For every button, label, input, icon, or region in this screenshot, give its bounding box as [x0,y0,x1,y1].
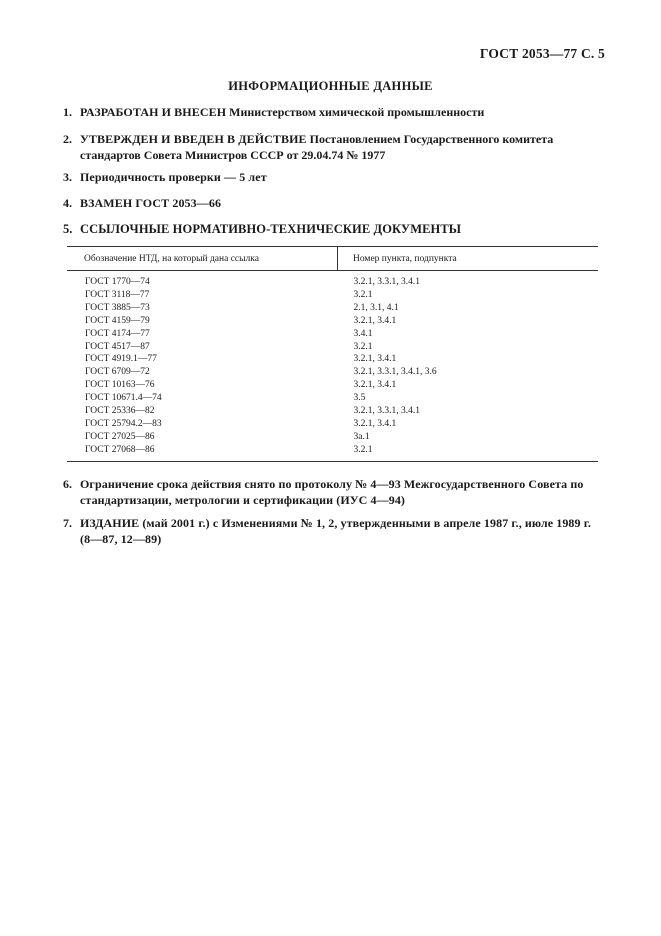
column-header-clause: Номер пункта, подпункта [338,247,599,271]
document-cell: ГОСТ 3118—77 [85,289,150,300]
document-cell: ГОСТ 27068—86 [67,444,338,461]
item-lead: РАЗРАБОТАН И ВНЕСЕН [80,105,227,119]
clause-cell: 3.2.1 [338,444,599,461]
clause-cell: 3.2.1 [353,289,373,300]
item-lead: ССЫЛОЧНЫЕ НОРМАТИВНО-ТЕХНИЧЕСКИЕ ДОКУМЕНТЫ [80,222,462,236]
referenced-documents-table [67,246,598,462]
info-item-4 [63,195,601,211]
item-lead: Периодичность проверки — 5 лет [80,170,267,184]
clause-cell: 3.4.1 [353,328,373,339]
document-cell: ГОСТ 4517—87 [85,341,150,352]
table-row [67,353,598,366]
table-row [67,444,598,461]
table-row [67,431,598,444]
clause-cell: 3.2.1, 3.4.1 [353,315,397,326]
page-header-reference: ГОСТ 2053—77 С. 5 [479,46,605,61]
document-cell: ГОСТ 4174—77 [85,328,150,339]
item-number: 3. [63,170,72,184]
clause-cell: 3.2.1, 3.3.1, 3.4.1 [353,406,420,417]
clause-cell: 3.5 [353,393,366,404]
column-header-document: Обозначение НТД, на который дана ссылка [67,247,338,271]
document-cell: ГОСТ 10671.4—74 [85,393,162,404]
table-row [67,302,598,315]
item-number: 7. [63,516,72,530]
table-row [67,328,598,341]
document-cell: ГОСТ 1770—74 [85,277,150,287]
table-row [67,392,598,405]
section-title: ИНФОРМАЦИОННЫЕ ДАННЫЕ [228,79,433,93]
document-cell: ГОСТ 3885—73 [85,302,150,313]
table-header-row [67,247,598,271]
clause-cell: 3а.1 [353,431,370,442]
document-cell: ГОСТ 4919.1—77 [85,354,157,365]
item-text: Постановлением Государственного комитета стандартов Совета Министров СССР от 29.04.74 № 1977 [80,132,554,162]
item-number: 4. [63,196,72,210]
table-row [67,379,598,392]
table-row [67,341,598,354]
item-lead: ВЗАМЕН ГОСТ 2053—66 [80,196,222,210]
info-item-3 [63,169,601,185]
table-row [67,366,598,379]
info-item-1 [63,104,601,120]
table-row [67,271,598,289]
item-number: 5. [63,222,73,236]
clause-cell: 3.2.1, 3.4.1 [353,380,397,391]
item-text: Министерством химической промышленности [226,105,485,119]
item-number: 1. [63,105,72,119]
info-item-7 [63,515,601,547]
clause-cell: 3.2.1 [353,341,373,352]
document-cell: ГОСТ 27025—86 [85,431,155,442]
table-row [67,289,598,302]
item-lead: УТВЕРЖДЕН И ВВЕДЕН В ДЕЙСТВИЕ [80,132,307,146]
table-row [67,418,598,431]
document-cell: ГОСТ 25794.2—83 [85,418,162,429]
item-number: 2. [63,132,72,146]
item-number: 6. [63,477,72,491]
item-lead: ИЗДАНИЕ (май 2001 г.) с Изменениями № 1, 2, утвержденными в апреле 1987 г., июле 1989 г. (8—87, 12—89) [80,516,592,546]
document-cell: ГОСТ 4159—79 [85,315,150,326]
clause-cell: 3.2.1, 3.3.1, 3.4.1, 3.6 [353,367,437,378]
item-lead: Ограничение срока действия снято по протоколу № 4—93 Межгосударственного Совета по стандартизации, метрологии и сертификации (ИУС 4—94) [80,477,584,507]
clause-cell: 2.1, 3.1, 4.1 [353,302,399,313]
document-cell: ГОСТ 10163—76 [85,380,155,391]
table-row [67,405,598,418]
clause-cell: 3.2.1, 3.3.1, 3.4.1 [353,277,420,287]
info-item-5 [63,221,601,237]
document-cell: ГОСТ 6709—72 [85,367,150,378]
info-item-6 [63,476,601,508]
table-row [67,315,598,328]
clause-cell: 3.2.1, 3.4.1 [353,418,397,429]
info-item-2 [63,131,601,163]
document-cell: ГОСТ 25336—82 [85,406,155,417]
clause-cell: 3.2.1, 3.4.1 [353,354,397,365]
